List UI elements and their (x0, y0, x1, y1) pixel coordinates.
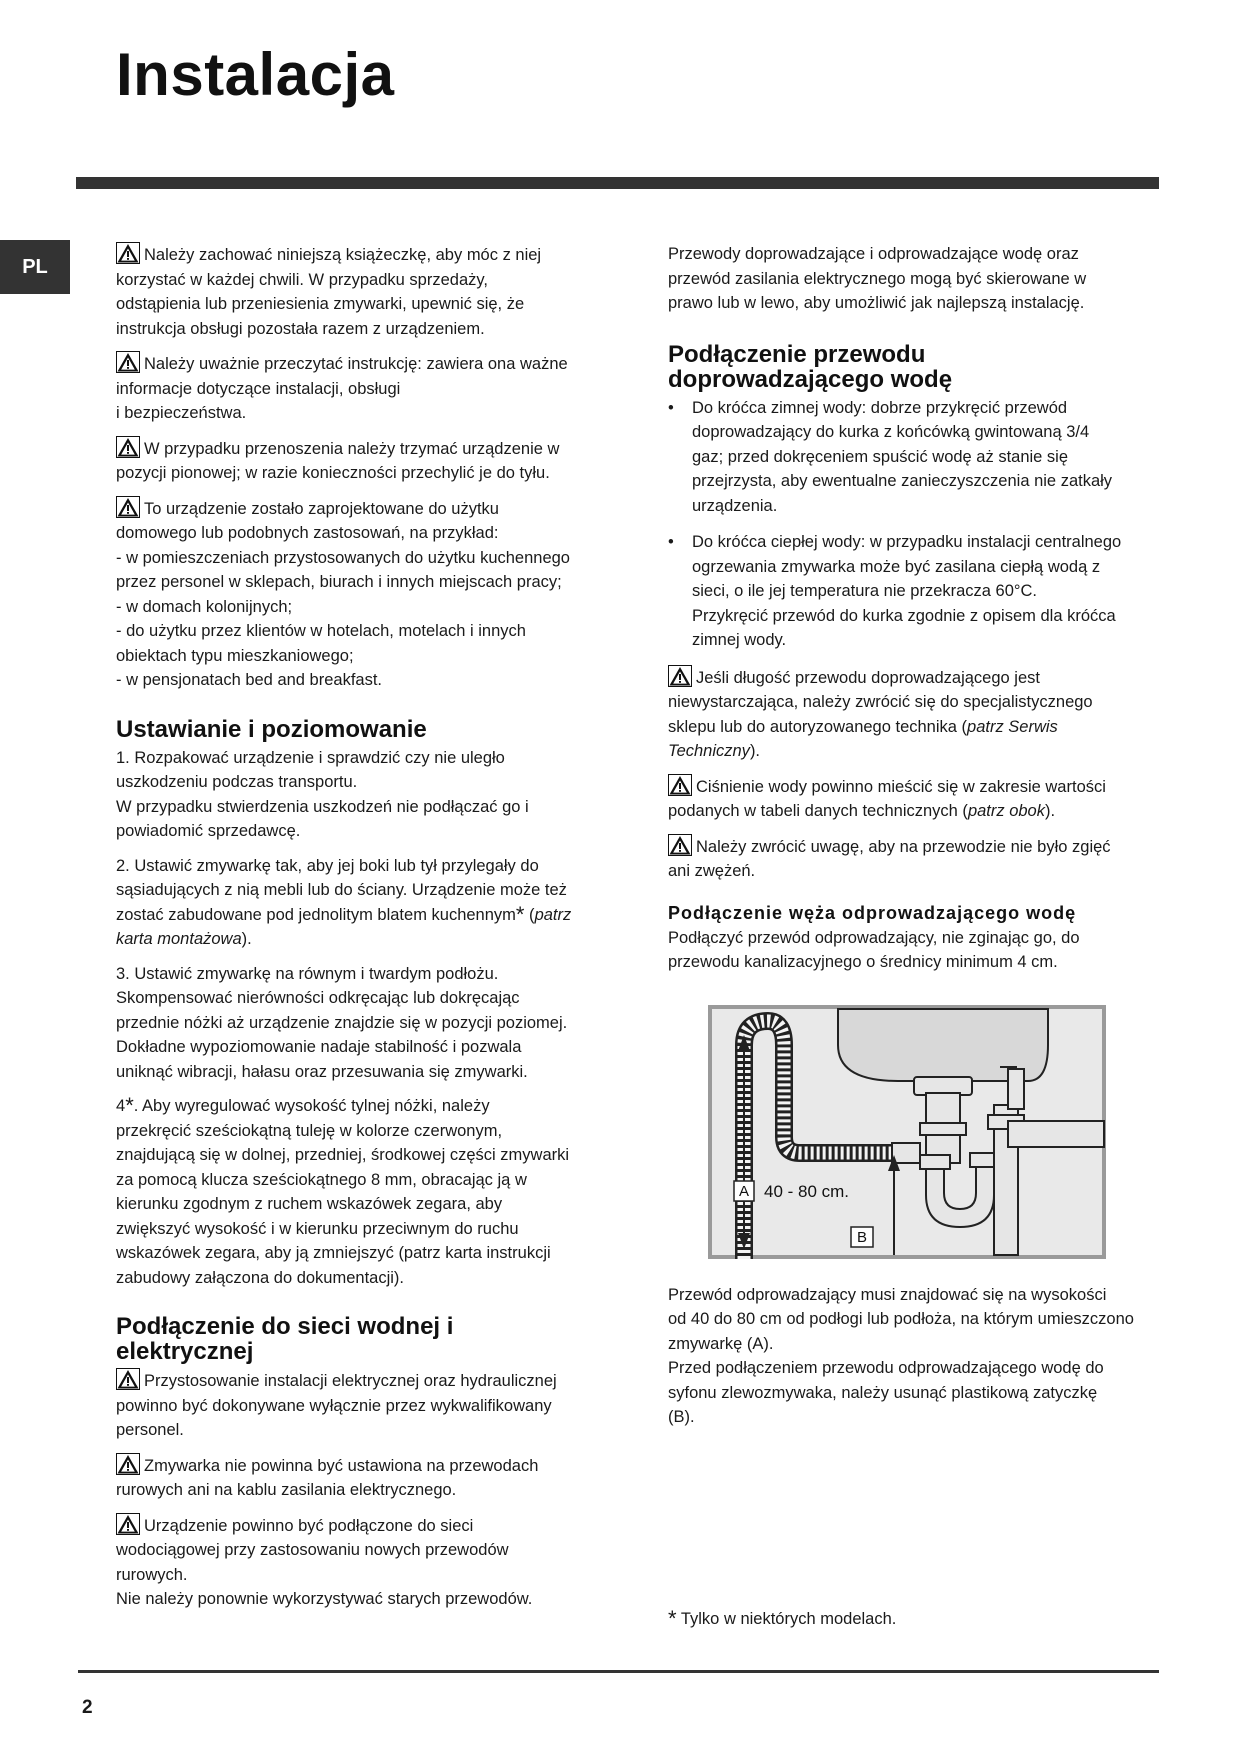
warning-new-hoses: Urządzenie powinno być podłączone do sieci wodociągowej przy zastosowaniu nowych przewodów rurowych. Nie należy ponownie wykorzystywać starych przewodów. (116, 1513, 616, 1612)
step-3: 3. Ustawić zmywarkę na równym i twardym podłożu. Skompensować nierówności odkręcając lub dokręcając przednie nóżki aż urządzenie znajdzie się w pozycji poziomej. Dokładne wypoziomowanie nadaje stabilność i pozwala uniknąć wibracji, hałasu oraz przesuwania się zmywarki. (116, 964, 568, 1081)
hose-direction-intro: Przewody doprowadzające i odprowadzające wodę oraz przewód zasilania elektrycznego mogą być skierowane w prawo lub w lewo, aby umożliwić jak najlepszą instalację. (668, 245, 1087, 312)
warning-icon (116, 351, 140, 373)
right-column (668, 242, 1166, 1440)
step-1: 1. Rozpakować urządzenie i sprawdzić czy nie uległo uszkodzeniu podczas transportu. W przypadku stwierdzenia uszkodzeń nie podłączać go i powiadomić sprzedawcę. (116, 748, 529, 840)
left-column (116, 242, 616, 1622)
warning-icon (116, 1368, 140, 1390)
warning-icon (116, 496, 140, 518)
step-4: 4*. Aby wyregulować wysokość tylnej nóżki, należy przekręcić sześciokątną tuleję w kolorze czerwonym, znajdującą się w dolnej, przedniej, środkowej części zmywarki za pomocą klucza sześciokątnego 8 mm, obracając ją w kierunku zgodnym z ruchem wskazówek zegara, aby zwiększyć wysokość i w kierunku przeciwnym do ruchu wskazówek zegara, aby ją zmniejszyć (patrz karta instrukcji zabudowy załączona do dokumentacji). (116, 1093, 570, 1287)
bullet-cold-water: • Do króćca zimnej wody: dobrze przykręcić przewód doprowadzający do kurka z końcówką gwintowaną 3/4 gaz; przed dokręceniem spuścić wodę aż stanie się przejrzysta, aby ewentualne zanieczyszczenia nie zatkały urządzenia. (668, 398, 1113, 515)
warning-icon (116, 242, 140, 264)
section-heading-leveling: Ustawianie i poziomowanie (116, 715, 427, 743)
footnote: * Tylko w niektórych modelach. (668, 1606, 897, 1631)
warning-icon (116, 1453, 140, 1475)
drain-hose-outro: Przewód odprowadzający musi znajdować się na wysokości od 40 do 80 cm od podłogi lub podłoża, na którym umieszczono zmywarkę (A). Przed podłączeniem przewodu odprowadzającego wodę do syfonu zlewozmywaka, należy usunąć plastikową zatyczkę (B). (668, 1285, 1134, 1426)
warning-keep-manual: Należy zachować niniejszą książeczkę, aby móc z niej korzystać w każdej chwili. W przypadku sprzedaży, odstąpienia lub przeniesienia zmywarki, upewnić się, że instrukcja obsługi pozostała razem z urządzeniem. (116, 242, 616, 341)
warning-read-instructions: Należy uważnie przeczytać instrukcję: zawiera ona ważne informacje dotyczące instalacji, obsługi i bezpieczeństwa. (116, 351, 616, 426)
page-title: Instalacja (116, 41, 395, 108)
section-heading-water-electric: Podłączenie do sieci wodnej i elektrycznej (116, 1313, 454, 1365)
warning-no-kinks: Należy zwrócić uwagę, aby na przewodzie nie było zgięć ani zwężeń. (668, 834, 1166, 884)
diagram-label-b: B (856, 1228, 868, 1246)
warning-water-pressure: Ciśnienie wody powinno mieścić się w zakresie wartości podanych w tabeli danych technicznych (patrz obok). (668, 774, 1166, 824)
warning-hose-length: Jeśli długość przewodu doprowadzającego jest niewystarczająca, należy zwrócić się do specjalistycznego sklepu lub do autoryzowanego technika (patrz Serwis Techniczny). (668, 665, 1166, 764)
warning-qualified-personnel: Przystosowanie instalacji elektrycznej oraz hydraulicznej powinno być dokonywane wyłącznie przez wykwalifikowany personel. (116, 1368, 616, 1443)
warning-intended-use: To urządzenie zostało zaprojektowane do użytku domowego lub podobnych zastosowań, na przykład: - w pomieszczeniach przystosowanych do użytku kuchennego przez personel w sklepach, biurach i innych miejscach pracy; - w domach kolonijnych; - do użytku przez klientów w hotelach, motelach i innych obiektach typu mieszkaniowego; - w pensjonatach bed and breakfast. (116, 496, 616, 693)
drain-hose-diagram (708, 1005, 1106, 1259)
warning-placement-hoses: Zmywarka nie powinna być ustawiona na przewodach rurowych ani na kablu zasilania elektrycznego. (116, 1453, 616, 1503)
diagram-label-a: A (738, 1182, 750, 1200)
top-rule (76, 177, 1159, 189)
page-number: 2 (82, 1697, 93, 1718)
bullet-hot-water: • Do króćca ciepłej wody: w przypadku instalacji centralnego ogrzewania zmywarka może być zasilana ciepłą wodą z sieci, o ile jej temperatura nie przekracza 60°C. Przykręcić przewód do kurka zgodnie z opisem dla króćca zimnej wody. (668, 533, 1122, 649)
step-2: 2. Ustawić zmywarkę tak, aby jej boki lub tył przylegały do sąsiadujących z nią mebli lub do ściany. Urządzenie może też zostać zabudowane pod jednolitym blatem kuchennym* (patrz karta montażowa). (116, 856, 572, 948)
warning-icon (668, 834, 692, 856)
warning-icon (116, 1513, 140, 1535)
drain-hose-intro: Podłączyć przewód odprowadzający, nie zginając go, do przewodu kanalizacyjnego o średnicy minimum 4 cm. (668, 928, 1080, 971)
language-tab: PL (0, 240, 70, 294)
section-heading-inlet-hose: Podłączenie przewodu doprowadzającego wodę (668, 340, 953, 393)
bottom-rule (78, 1670, 1159, 1673)
warning-icon (116, 436, 140, 458)
diagram-range-label: 40 - 80 cm. (764, 1181, 850, 1201)
warning-icon (668, 774, 692, 796)
warning-icon (668, 665, 692, 687)
warning-moving: W przypadku przenoszenia należy trzymać urządzenie w pozycji pionowej; w razie konieczności przechylić je do tyłu. (116, 436, 616, 486)
subsection-heading-drain-hose: Podłączenie węża odprowadzającego wodę (668, 902, 1077, 923)
